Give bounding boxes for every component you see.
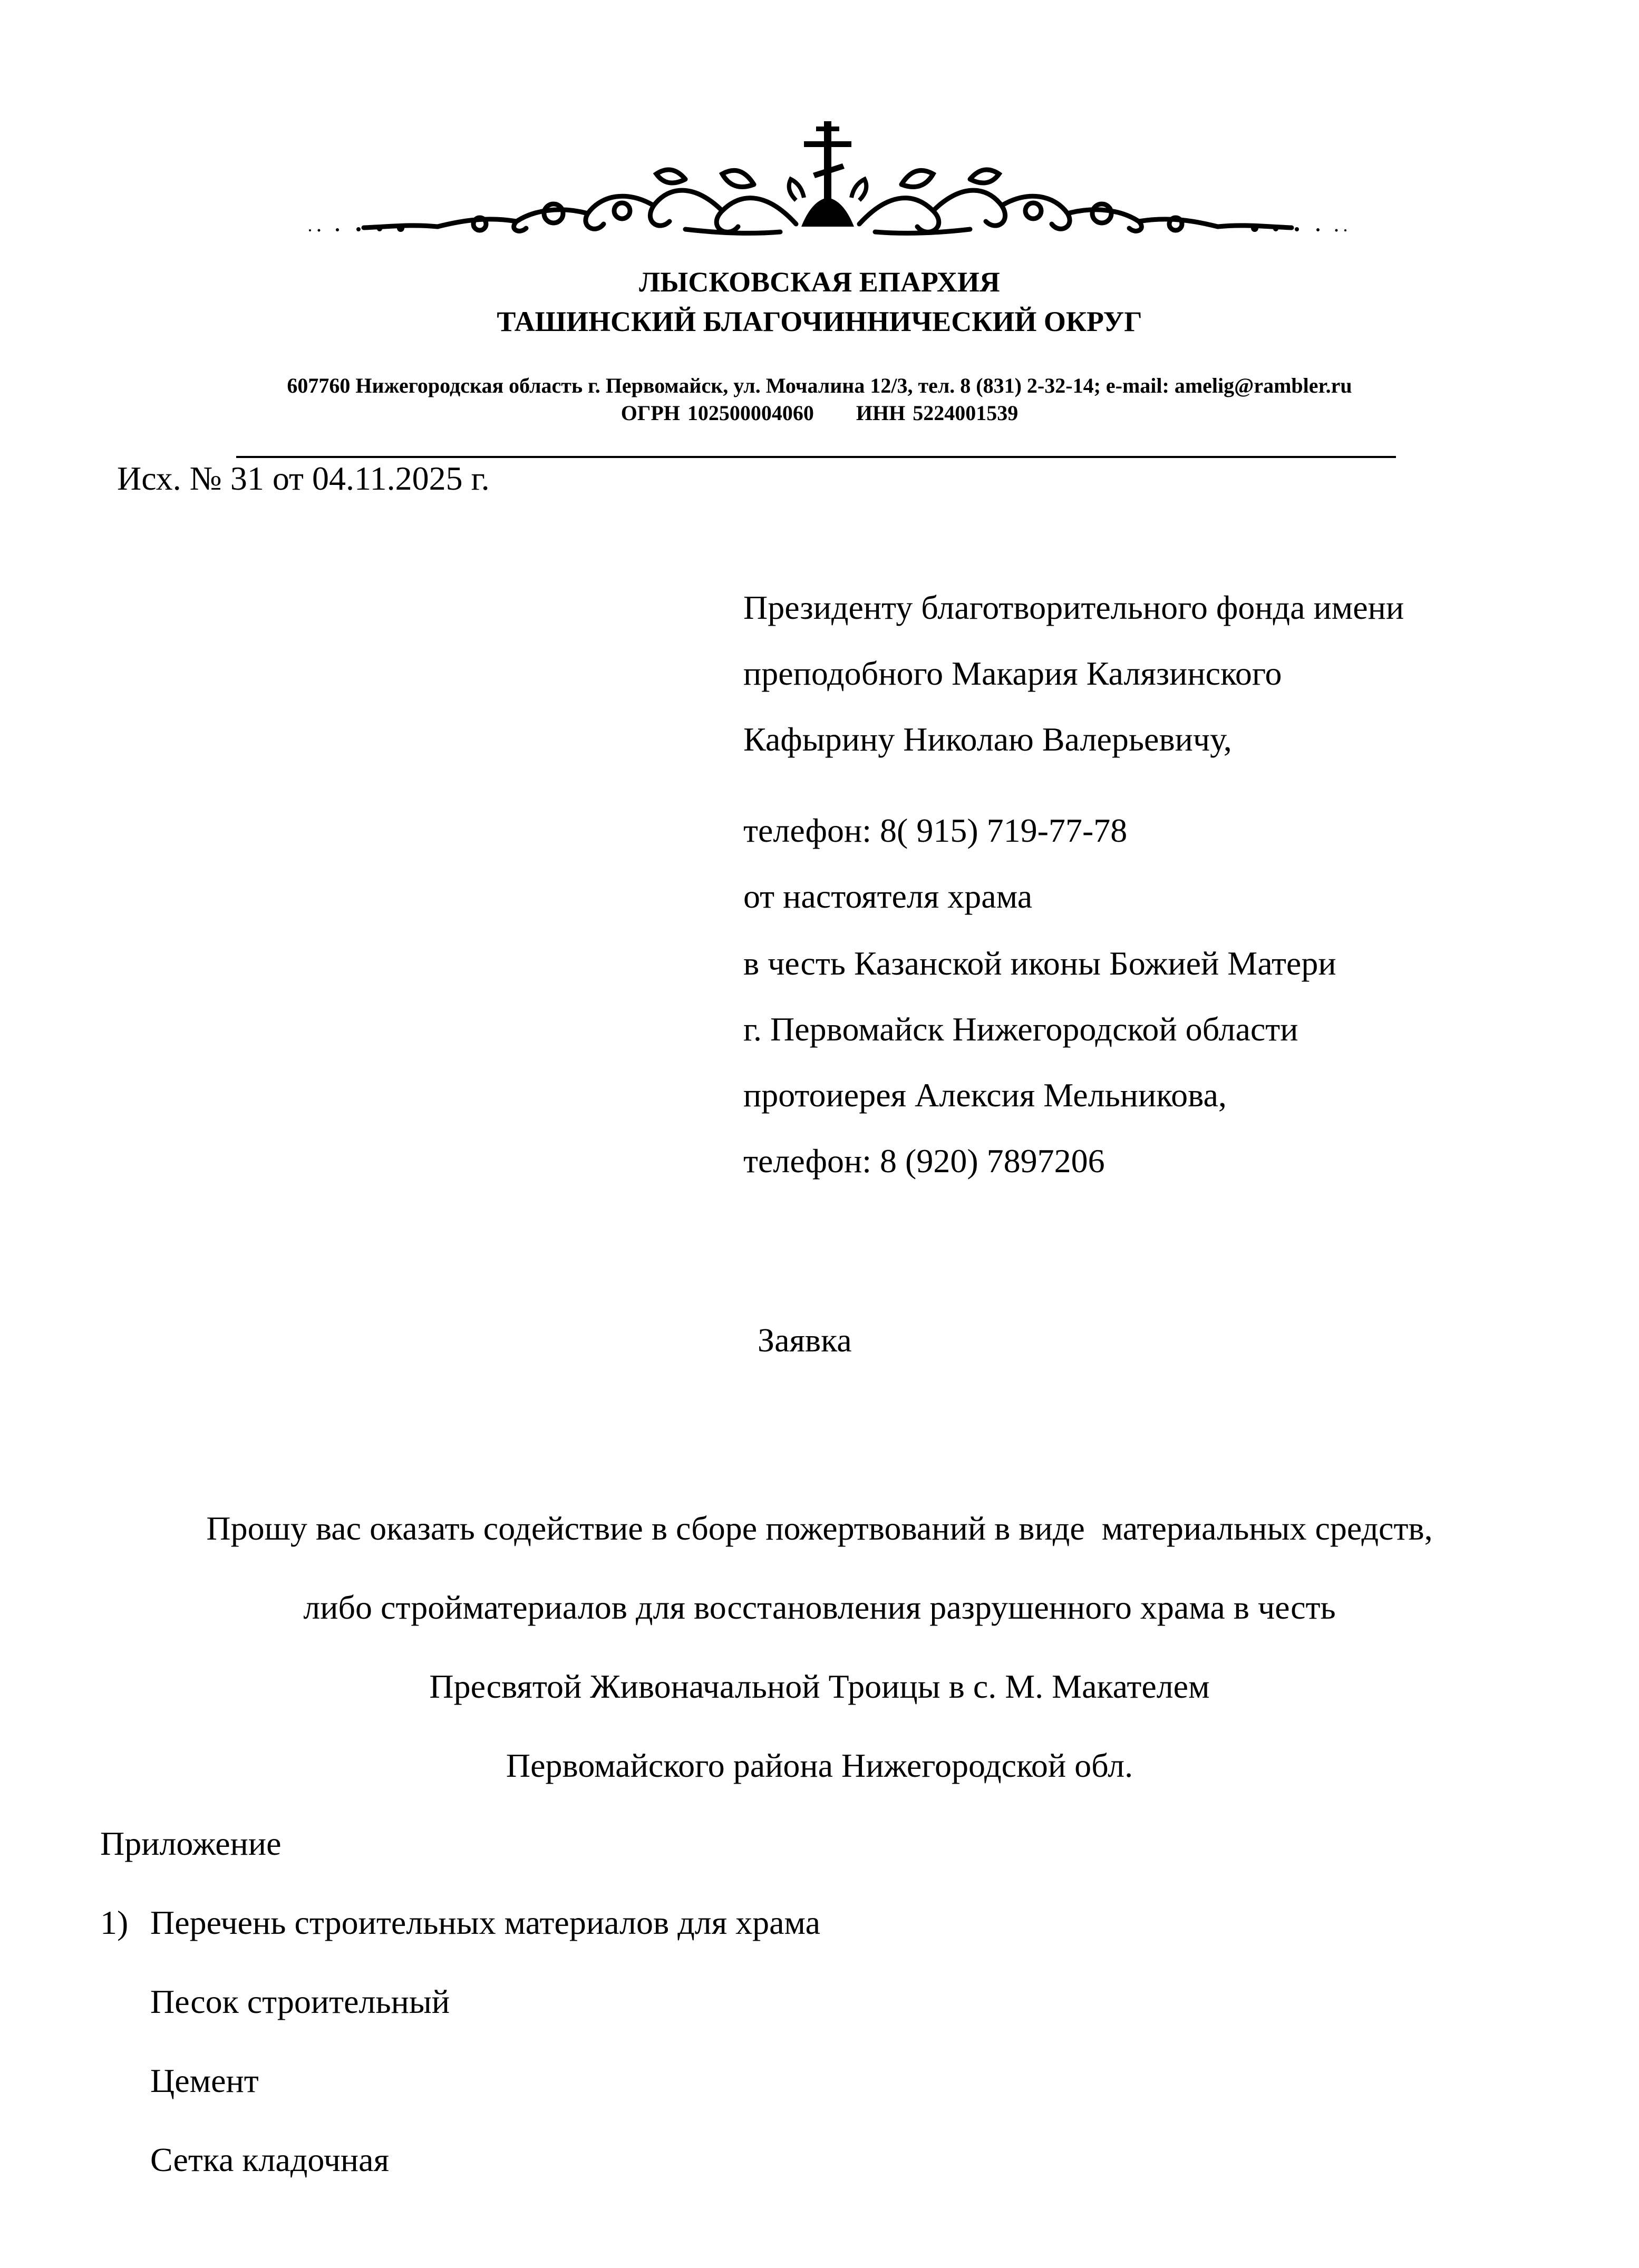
sender-line: г. Первомайск Нижегородской области (743, 1010, 1298, 1048)
request-line: Пресвятой Живоначальной Троицы в с. М. Макателем (429, 1668, 1210, 1705)
addressee-line: Кафырину Николаю Валерьевичу, (743, 721, 1232, 758)
registration-line (0, 401, 1639, 426)
outgoing-number: Исх. № 31 от 04.11.2025 г. (117, 460, 490, 497)
request-line: Первомайского района Нижегородской обл. (506, 1747, 1133, 1784)
letterhead-address: 607760 Нижегородская область г. Первомайск, ул. Мочалина 12/3, тел. 8 (831) 2-32-14; e-mail: amelig@rambler.ru (287, 374, 1352, 397)
document-title: Заявка (758, 1321, 852, 1359)
district-name: ТАШИНСКИЙ БЛАГОЧИННИЧЕСКИЙ ОКРУГ (497, 306, 1142, 337)
appendix-label: Приложение (100, 1825, 282, 1862)
addressee-line: Президенту благотворительного фонда имени (743, 589, 1404, 626)
sender-line: протоиерея Алексия Мельникова, (743, 1076, 1227, 1114)
sender-line: в честь Казанской иконы Божией Матери (743, 945, 1336, 982)
list-item: Цемент (150, 2062, 259, 2099)
list-item: Песок строительный (150, 1983, 450, 2020)
inn-number: ИНН 5224001539 (856, 401, 1019, 425)
addressee-line: преподобного Макария Калязинского (743, 655, 1282, 692)
list-number: 1) (100, 1904, 129, 1941)
letterhead-divider (236, 456, 1396, 458)
sender-phone: телефон: 8 (920) 7897206 (743, 1142, 1105, 1180)
request-line: Прошу вас оказать содействие в сборе пожертвований в виде материальных средств, (206, 1510, 1433, 1547)
orthodox-cross-flourish-icon (306, 121, 1350, 253)
materials-list-heading: Перечень строительных материалов для храма (150, 1904, 820, 1941)
addressee-phone: телефон: 8( 915) 719-77-78 (743, 812, 1128, 849)
sender-line: от настоятеля храма (743, 878, 1033, 915)
eparchy-name: ЛЫСКОВСКАЯ ЕПАРХИЯ (639, 266, 1000, 298)
list-item: Сетка кладочная (150, 2141, 389, 2178)
ogrn-number: ОГРН 102500004060 (620, 401, 814, 425)
request-line: либо стройматериалов для восстановления разрушенного храма в честь (303, 1589, 1336, 1626)
